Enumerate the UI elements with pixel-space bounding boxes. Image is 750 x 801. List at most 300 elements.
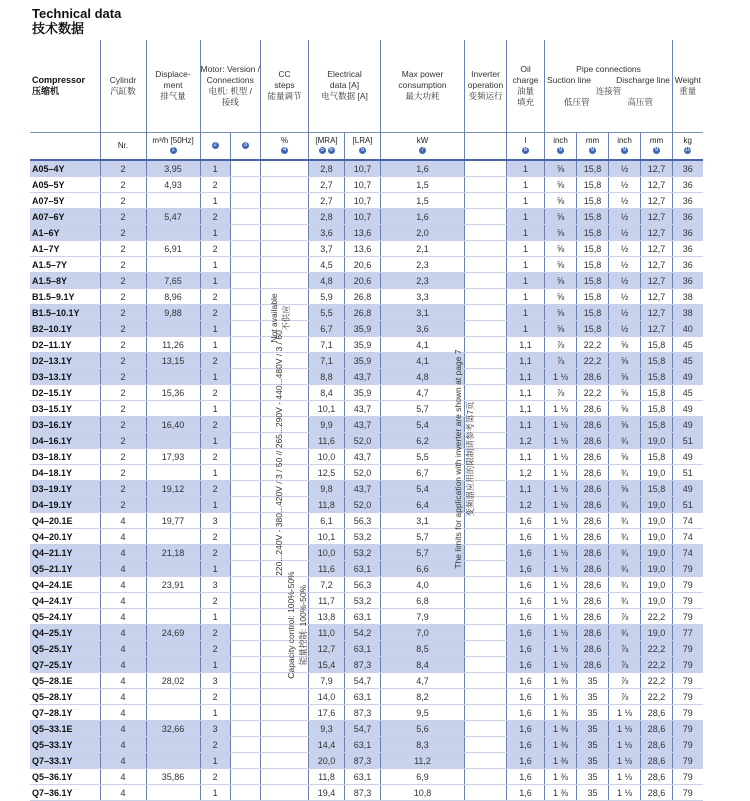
power-cell: 6,9 — [381, 769, 465, 785]
cylinder-cell: 2 — [100, 465, 146, 481]
oil-cell: 1,1 — [507, 481, 545, 497]
table-row — [30, 209, 703, 225]
lra-cell: 56,3 — [345, 577, 381, 593]
cc-steps-cell — [261, 241, 309, 257]
mra-cell: 5,9 — [309, 289, 345, 305]
motor-cell: 1 — [200, 225, 230, 241]
discharge-mm-cell: 12,7 — [641, 209, 673, 225]
cc-steps-cell — [261, 177, 309, 193]
power-cell: 9,5 — [381, 705, 465, 721]
inverter-cell — [465, 625, 507, 641]
discharge-mm-cell: 22,2 — [641, 641, 673, 657]
unit-m3h: m³/h [50Hz] — [152, 135, 194, 145]
lra-cell: 63,1 — [345, 609, 381, 625]
power-cell: 6,8 — [381, 593, 465, 609]
model-cell: Q7–25.1Y — [30, 657, 100, 673]
weight-cell: 45 — [673, 385, 703, 401]
oil-cell: 1,6 — [507, 641, 545, 657]
note-9a-icon: 9 — [558, 147, 563, 154]
suction-inch-cell: ⅝ — [545, 305, 577, 321]
discharge-inch-cell: ⅝ — [609, 417, 641, 433]
suction-inch-cell: 1 ⅛ — [545, 593, 577, 609]
cylinder-cell: 2 — [100, 289, 146, 305]
displacement-cell — [146, 369, 200, 385]
note-1-icon: 1 — [171, 147, 175, 154]
lra-cell: 20,6 — [345, 273, 381, 289]
oil-cell: 1,6 — [507, 721, 545, 737]
suction-mm-cell: 28,6 — [577, 657, 609, 673]
lra-cell: 54,7 — [345, 673, 381, 689]
model-cell: A07–5Y — [30, 193, 100, 209]
motor-voltage-cell — [230, 657, 260, 673]
mra-cell: 14,4 — [309, 737, 345, 753]
model-cell: Q4–25.1Y — [30, 625, 100, 641]
inverter-cell — [465, 160, 507, 177]
weight-cell: 36 — [673, 225, 703, 241]
unit-d-mm: mm — [649, 135, 664, 145]
header-cylinder: Cylindr — [109, 74, 137, 85]
mra-cell: 11,8 — [309, 497, 345, 513]
suction-inch-cell: ⅝ — [545, 289, 577, 305]
lra-cell: 35,9 — [345, 353, 381, 369]
unit-nr: Nr. — [100, 132, 146, 160]
displacement-cell: 35,86 — [146, 769, 200, 785]
model-cell: A1.5–8Y — [30, 273, 100, 289]
lra-cell: 13,6 — [345, 225, 381, 241]
table-row — [30, 337, 703, 353]
model-cell: D4–18.1Y — [30, 465, 100, 481]
mra-cell: 9,3 — [309, 721, 345, 737]
motor-cell: 3 — [200, 673, 230, 689]
inverter-note-cn: 变频器应用的限制请参考第7页 — [465, 401, 475, 517]
model-cell: Q5–33.1Y — [30, 737, 100, 753]
suction-mm-cell: 35 — [577, 673, 609, 689]
motor-voltage-cell — [230, 481, 260, 497]
suction-mm-cell: 28,6 — [577, 513, 609, 529]
cylinder-cell: 2 — [100, 417, 146, 433]
note-10-icon: 10 — [684, 147, 692, 154]
suction-mm-cell: 28,6 — [577, 369, 609, 385]
cylinder-cell: 2 — [100, 497, 146, 513]
suction-mm-cell: 35 — [577, 785, 609, 801]
power-cell: 1,5 — [381, 193, 465, 209]
motor-cell: 2 — [200, 305, 230, 321]
discharge-mm-cell: 28,6 — [641, 769, 673, 785]
suction-inch-cell: 1 ⅛ — [545, 609, 577, 625]
inverter-cell — [465, 273, 507, 289]
unit-mra: [MRA] — [315, 135, 338, 145]
suction-mm-cell: 28,6 — [577, 625, 609, 641]
table-row — [30, 401, 703, 417]
discharge-mm-cell: 12,7 — [641, 177, 673, 193]
mra-cell: 11,6 — [309, 561, 345, 577]
displacement-cell — [146, 465, 200, 481]
mra-cell: 7,2 — [309, 577, 345, 593]
suction-mm-cell: 28,6 — [577, 561, 609, 577]
power-cell: 7,9 — [381, 609, 465, 625]
note-4-icon: 4 — [282, 147, 287, 154]
header-motor-cn-2: 接线 — [221, 96, 239, 107]
lra-cell: 35,9 — [345, 321, 381, 337]
page-title — [32, 6, 121, 36]
displacement-cell: 32,66 — [146, 721, 200, 737]
discharge-mm-cell: 12,7 — [641, 289, 673, 305]
suction-inch-cell: ⅝ — [545, 177, 577, 193]
discharge-mm-cell: 12,7 — [641, 225, 673, 241]
suction-inch-cell: 1 ⅛ — [545, 657, 577, 673]
model-cell: Q4–20.1E — [30, 513, 100, 529]
weight-cell: 79 — [673, 769, 703, 785]
power-cell: 2,3 — [381, 257, 465, 273]
lra-cell: 63,1 — [345, 737, 381, 753]
header-discharge: Discharge line — [616, 74, 671, 85]
displacement-cell: 3,95 — [146, 160, 200, 177]
displacement-cell — [146, 641, 200, 657]
unit-d-inch: inch — [617, 135, 632, 145]
model-cell: B1.5–9.1Y — [30, 289, 100, 305]
discharge-mm-cell: 12,7 — [641, 257, 673, 273]
oil-cell: 1,6 — [507, 625, 545, 641]
cylinder-cell: 4 — [100, 785, 146, 801]
model-cell: Q7–36.1Y — [30, 785, 100, 801]
power-cell: 1,6 — [381, 160, 465, 177]
suction-inch-cell: ⅝ — [545, 241, 577, 257]
motor-cell: 1 — [200, 705, 230, 721]
suction-inch-cell: 1 ⅛ — [545, 513, 577, 529]
table-row — [30, 721, 703, 737]
motor-voltage-cell — [230, 385, 260, 401]
discharge-inch-cell: 1 ⅛ — [609, 769, 641, 785]
motor-voltage-cell — [230, 241, 260, 257]
discharge-mm-cell: 19,0 — [641, 513, 673, 529]
motor-voltage-cell — [230, 545, 260, 561]
mra-cell: 12,5 — [309, 465, 345, 481]
oil-cell: 1 — [507, 225, 545, 241]
lra-cell: 53,2 — [345, 593, 381, 609]
inverter-cell — [465, 657, 507, 673]
suction-inch-cell: 1 ⅛ — [545, 433, 577, 449]
power-cell: 3,1 — [381, 305, 465, 321]
discharge-mm-cell: 12,7 — [641, 160, 673, 177]
discharge-inch-cell: ½ — [609, 273, 641, 289]
suction-inch-cell: 1 ⅛ — [545, 481, 577, 497]
displacement-cell — [146, 737, 200, 753]
displacement-cell: 4,93 — [146, 177, 200, 193]
suction-inch-cell: 1 ⅛ — [545, 369, 577, 385]
unit-lra: [LRA] — [352, 135, 373, 145]
mra-cell: 2,7 — [309, 177, 345, 193]
oil-cell: 1,2 — [507, 497, 545, 513]
model-cell: Q5–28.1Y — [30, 689, 100, 705]
header-oil: Oil — [520, 63, 531, 74]
suction-mm-cell: 15,8 — [577, 273, 609, 289]
inverter-cell — [465, 241, 507, 257]
discharge-inch-cell: ¾ — [609, 561, 641, 577]
header-electrical-2: data [A] — [329, 80, 360, 91]
discharge-inch-cell: ⅞ — [609, 609, 641, 625]
motor-voltage-cell — [230, 417, 260, 433]
oil-cell: 1 — [507, 273, 545, 289]
model-cell: Q7–33.1Y — [30, 753, 100, 769]
cylinder-cell: 4 — [100, 625, 146, 641]
oil-cell: 1 — [507, 177, 545, 193]
suction-mm-cell: 28,6 — [577, 497, 609, 513]
table-row — [30, 609, 703, 625]
oil-cell: 1,6 — [507, 609, 545, 625]
motor-voltage-cell — [230, 737, 260, 753]
cylinder-cell: 4 — [100, 705, 146, 721]
discharge-inch-cell: ¾ — [609, 513, 641, 529]
cylinder-cell: 4 — [100, 721, 146, 737]
motor-voltage-cell — [230, 353, 260, 369]
power-cell: 4,8 — [381, 369, 465, 385]
cylinder-cell: 4 — [100, 689, 146, 705]
model-cell: B2–10.1Y — [30, 321, 100, 337]
header-oil-2: charge — [512, 74, 539, 85]
cylinder-cell: 4 — [100, 641, 146, 657]
weight-cell: 79 — [673, 753, 703, 769]
weight-cell: 36 — [673, 177, 703, 193]
discharge-mm-cell: 19,0 — [641, 625, 673, 641]
motor-cell: 3 — [200, 721, 230, 737]
suction-inch-cell: ⅞ — [545, 353, 577, 369]
discharge-inch-cell: ⅝ — [609, 385, 641, 401]
discharge-inch-cell: ⅞ — [609, 641, 641, 657]
power-cell: 2,0 — [381, 225, 465, 241]
discharge-mm-cell: 28,6 — [641, 753, 673, 769]
weight-cell: 79 — [673, 609, 703, 625]
cylinder-cell: 2 — [100, 273, 146, 289]
model-cell: Q4–24.1Y — [30, 593, 100, 609]
table-row — [30, 433, 703, 449]
suction-mm-cell: 15,8 — [577, 321, 609, 337]
header-motor: Motor: Version / — [200, 63, 261, 74]
motor-voltage-cell — [230, 337, 260, 353]
suction-inch-cell: ⅝ — [545, 225, 577, 241]
lra-cell: 54,7 — [345, 721, 381, 737]
suction-inch-cell: ⅝ — [545, 209, 577, 225]
inverter-cell — [465, 721, 507, 737]
cc-steps-cell — [261, 160, 309, 177]
suction-mm-cell: 35 — [577, 705, 609, 721]
weight-cell: 51 — [673, 465, 703, 481]
oil-cell: 1,1 — [507, 417, 545, 433]
cc-steps-cell — [261, 193, 309, 209]
discharge-mm-cell: 22,2 — [641, 689, 673, 705]
displacement-cell: 17,93 — [146, 449, 200, 465]
inverter-cell — [465, 705, 507, 721]
table-row — [30, 593, 703, 609]
weight-cell: 49 — [673, 449, 703, 465]
power-cell: 5,5 — [381, 449, 465, 465]
header-power-cn: 最大功耗 — [405, 91, 440, 102]
motor-cell: 1 — [200, 561, 230, 577]
mra-cell: 4,8 — [309, 273, 345, 289]
header-inverter-2: operation — [467, 80, 504, 91]
discharge-inch-cell: ⅝ — [609, 481, 641, 497]
suction-inch-cell: 1 ⅜ — [545, 785, 577, 801]
model-cell: B1.5–10.1Y — [30, 305, 100, 321]
cc-steps-cell — [261, 737, 309, 753]
discharge-mm-cell: 19,0 — [641, 497, 673, 513]
displacement-cell — [146, 609, 200, 625]
motor-cell: 1 — [200, 657, 230, 673]
header-displacement-cn: 排气量 — [160, 91, 186, 102]
discharge-mm-cell: 12,7 — [641, 193, 673, 209]
suction-inch-cell: ⅝ — [545, 321, 577, 337]
power-cell: 4,7 — [381, 673, 465, 689]
power-cell: 5,4 — [381, 417, 465, 433]
motor-voltage-cell — [230, 433, 260, 449]
discharge-inch-cell: 1 ⅛ — [609, 785, 641, 801]
power-cell: 8,2 — [381, 689, 465, 705]
suction-mm-cell: 28,6 — [577, 577, 609, 593]
motor-cell: 1 — [200, 401, 230, 417]
discharge-inch-cell: ½ — [609, 305, 641, 321]
weight-cell: 77 — [673, 625, 703, 641]
displacement-cell: 24,69 — [146, 625, 200, 641]
model-cell: D2–15.1Y — [30, 385, 100, 401]
motor-cell: 1 — [200, 193, 230, 209]
suction-mm-cell: 15,8 — [577, 257, 609, 273]
motor-voltage-cell — [230, 449, 260, 465]
lra-cell: 43,7 — [345, 481, 381, 497]
inverter-cell — [465, 689, 507, 705]
suction-inch-cell: 1 ⅜ — [545, 737, 577, 753]
weight-cell: 79 — [673, 641, 703, 657]
suction-inch-cell: ⅝ — [545, 160, 577, 177]
suction-mm-cell: 28,6 — [577, 593, 609, 609]
header-suction: Suction line — [547, 74, 591, 85]
weight-cell: 36 — [673, 209, 703, 225]
model-cell: Q4–24.1E — [30, 577, 100, 593]
lra-cell: 10,7 — [345, 209, 381, 225]
weight-cell: 45 — [673, 353, 703, 369]
suction-mm-cell: 15,8 — [577, 209, 609, 225]
mra-cell: 8,4 — [309, 385, 345, 401]
discharge-mm-cell: 12,7 — [641, 273, 673, 289]
model-cell: A1–7Y — [30, 241, 100, 257]
cylinder-cell: 2 — [100, 433, 146, 449]
discharge-inch-cell: ½ — [609, 241, 641, 257]
note-9b-icon: 9 — [590, 147, 595, 154]
discharge-mm-cell: 19,0 — [641, 577, 673, 593]
displacement-cell — [146, 593, 200, 609]
suction-inch-cell: 1 ⅜ — [545, 769, 577, 785]
displacement-cell: 16,40 — [146, 417, 200, 433]
displacement-cell — [146, 225, 200, 241]
oil-cell: 1,1 — [507, 401, 545, 417]
inverter-note-en: The limits for application with inverter are shown at page 7 — [453, 349, 463, 569]
weight-cell: 36 — [673, 241, 703, 257]
header-cylinder-cn: 汽缸数 — [110, 85, 136, 96]
displacement-cell — [146, 529, 200, 545]
motor-cell: 2 — [200, 177, 230, 193]
mra-cell: 20,0 — [309, 753, 345, 769]
motor-voltage-cell — [230, 177, 260, 193]
weight-cell: 74 — [673, 529, 703, 545]
motor-voltage-cell — [230, 641, 260, 657]
motor-cell: 2 — [200, 385, 230, 401]
discharge-inch-cell: ⅝ — [609, 353, 641, 369]
discharge-mm-cell: 19,0 — [641, 545, 673, 561]
motor-cell: 2 — [200, 289, 230, 305]
suction-inch-cell: 1 ⅛ — [545, 561, 577, 577]
motor-cell: 2 — [200, 529, 230, 545]
lra-cell: 26,8 — [345, 305, 381, 321]
model-cell: Q5–25.1Y — [30, 641, 100, 657]
mra-cell: 7,9 — [309, 673, 345, 689]
power-cell: 7,0 — [381, 625, 465, 641]
lra-cell: 53,2 — [345, 545, 381, 561]
lra-cell: 63,1 — [345, 769, 381, 785]
model-cell: Q5–28.1E — [30, 673, 100, 689]
motor-cell: 2 — [200, 689, 230, 705]
table-row — [30, 449, 703, 465]
inverter-cell — [465, 225, 507, 241]
cylinder-cell: 2 — [100, 209, 146, 225]
mra-cell: 11,8 — [309, 769, 345, 785]
discharge-inch-cell: 1 ⅛ — [609, 737, 641, 753]
discharge-inch-cell: ¾ — [609, 529, 641, 545]
cylinder-cell: 2 — [100, 241, 146, 257]
weight-cell: 74 — [673, 513, 703, 529]
motor-cell: 2 — [200, 481, 230, 497]
inverter-cell — [465, 209, 507, 225]
lra-cell: 63,1 — [345, 689, 381, 705]
weight-cell: 38 — [673, 305, 703, 321]
lra-cell: 10,7 — [345, 177, 381, 193]
model-cell: D4–16.1Y — [30, 433, 100, 449]
lra-cell: 56,3 — [345, 513, 381, 529]
header-electrical: Electrical — [327, 69, 362, 80]
note-3-icon: 3 — [243, 142, 248, 149]
discharge-inch-cell: ⅝ — [609, 337, 641, 353]
oil-cell: 1,6 — [507, 513, 545, 529]
suction-inch-cell: 1 ⅜ — [545, 753, 577, 769]
header-cc-2: steps — [274, 80, 295, 91]
header-oil-cn-2: 填充 — [517, 96, 535, 107]
cylinder-cell: 4 — [100, 577, 146, 593]
discharge-mm-cell: 19,0 — [641, 529, 673, 545]
lra-cell: 52,0 — [345, 465, 381, 481]
technical-data-table — [30, 40, 703, 801]
discharge-inch-cell: ⅝ — [609, 449, 641, 465]
note-2-icon: 2 — [213, 142, 217, 149]
discharge-inch-cell: ½ — [609, 225, 641, 241]
model-cell: D2–13.1Y — [30, 353, 100, 369]
discharge-inch-cell: ½ — [609, 177, 641, 193]
weight-cell: 49 — [673, 417, 703, 433]
oil-cell: 1,1 — [507, 337, 545, 353]
discharge-inch-cell: ¾ — [609, 497, 641, 513]
suction-inch-cell: 1 ⅛ — [545, 577, 577, 593]
cc-not-available-cn: 不供应 — [281, 305, 291, 331]
motor-voltage-cell — [230, 625, 260, 641]
table-row — [30, 625, 703, 641]
discharge-inch-cell: ½ — [609, 193, 641, 209]
weight-cell: 45 — [673, 337, 703, 353]
power-cell: 5,4 — [381, 481, 465, 497]
motor-cell: 1 — [200, 609, 230, 625]
mra-cell: 10,1 — [309, 401, 345, 417]
power-cell: 8,4 — [381, 657, 465, 673]
model-cell: A07–6Y — [30, 209, 100, 225]
lra-cell: 87,3 — [345, 705, 381, 721]
weight-cell: 51 — [673, 497, 703, 513]
header-cc-cn: 能量调节 — [267, 91, 302, 102]
suction-mm-cell: 35 — [577, 769, 609, 785]
